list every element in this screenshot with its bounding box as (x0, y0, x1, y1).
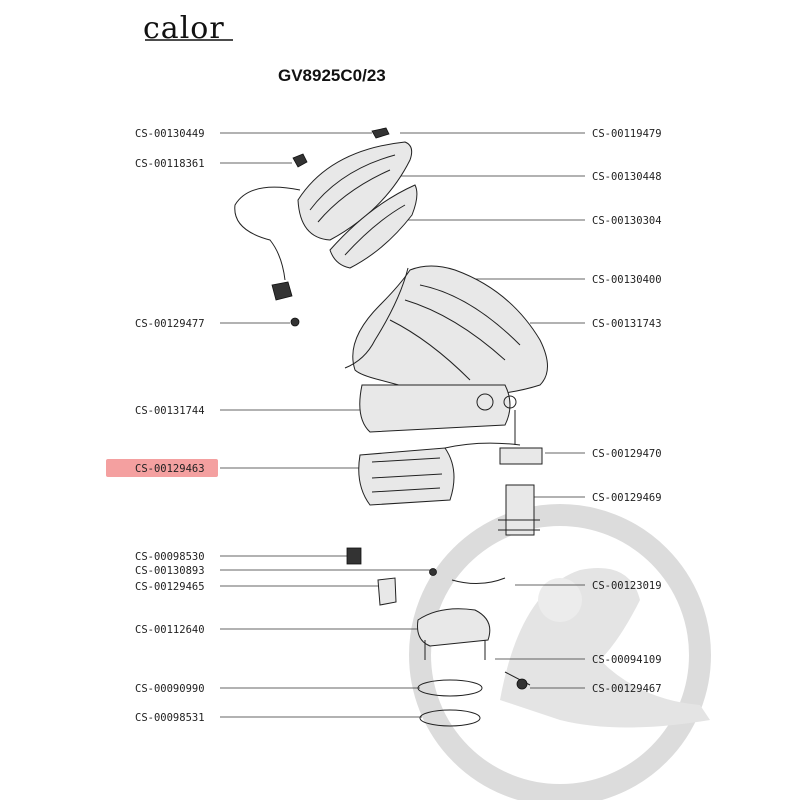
part-label[interactable]: CS-00129469 (592, 492, 662, 504)
part-label[interactable]: CS-00119479 (592, 128, 662, 140)
part-label[interactable]: CS-00129465 (135, 581, 205, 593)
part-label[interactable]: CS-00098530 (135, 551, 205, 563)
part-label[interactable]: CS-00129477 (135, 318, 205, 330)
part-label[interactable]: CS-00112640 (135, 624, 205, 636)
part-label[interactable]: CS-00130304 (592, 215, 662, 227)
brand-logo: calor (143, 11, 225, 46)
part-label[interactable]: CS-00130449 (135, 128, 205, 140)
part-label[interactable]: CS-00098531 (135, 712, 205, 724)
part-label[interactable]: CS-00129467 (592, 683, 662, 695)
left-part-labels (135, 128, 205, 724)
part-label[interactable]: CS-00130448 (592, 171, 662, 183)
part-label[interactable]: CS-00094109 (592, 654, 662, 666)
part-label-highlighted[interactable]: CS-00129463 (135, 463, 205, 475)
part-label[interactable]: CS-00131743 (592, 318, 662, 330)
part-label[interactable]: CS-00129470 (592, 448, 662, 460)
part-label[interactable]: CS-00118361 (135, 158, 205, 170)
model-number: GV8925C0/23 (278, 66, 386, 85)
part-label[interactable]: CS-00123019 (592, 580, 662, 592)
part-label[interactable]: CS-00090990 (135, 683, 205, 695)
part-label[interactable]: CS-00130400 (592, 274, 662, 286)
part-label[interactable]: CS-00131744 (135, 405, 205, 417)
watermark-logo (420, 515, 710, 795)
part-label[interactable]: CS-00130893 (135, 565, 205, 577)
